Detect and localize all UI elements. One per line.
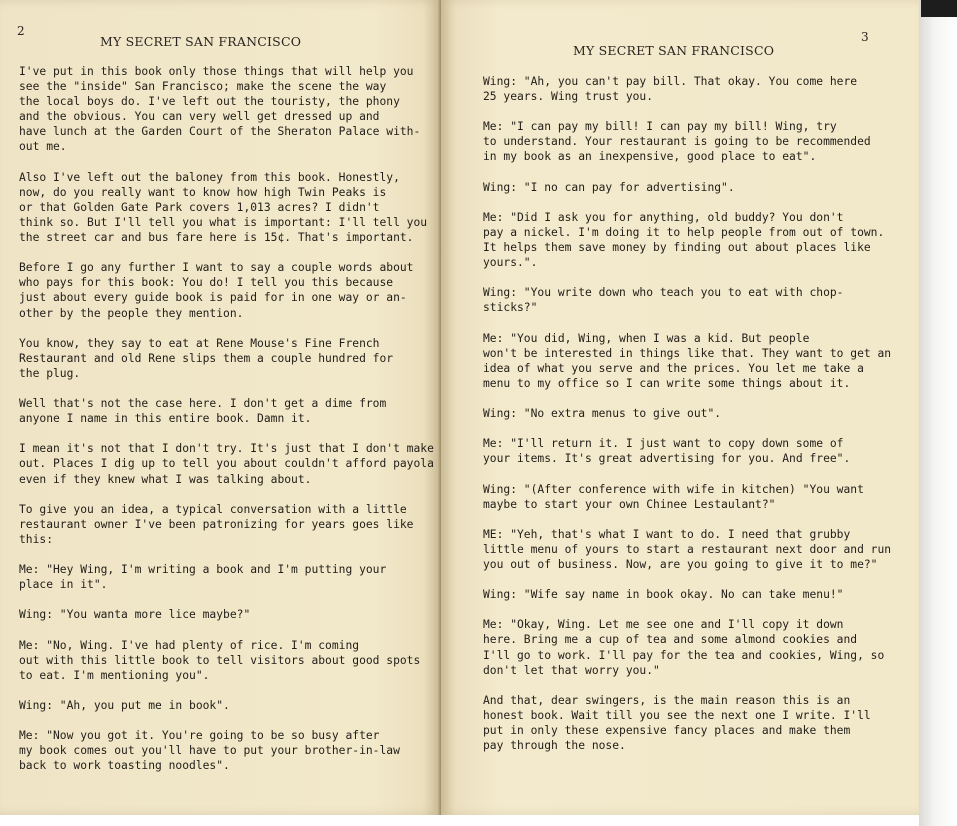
page-number: 3 (861, 30, 869, 44)
paragraph (19, 441, 434, 486)
text-line: to eat. I'm mentioning you". (19, 668, 210, 682)
text-line: To give you an idea, a typical conversation with a little (19, 502, 407, 516)
text-line: Me: "Hey Wing, I'm writing a book and I'm putting your (19, 563, 387, 577)
text-line: won't be interested in things like that. They want to get an (483, 346, 892, 360)
left-page (0, 0, 440, 815)
text-line: in my book as an inexpensive, good place to eat". (483, 150, 817, 164)
paragraph (19, 336, 394, 381)
text-line: put in only these expensive fancy places and make them (483, 724, 851, 738)
text-line: and the obvious. You can very well get dressed up and (19, 110, 380, 124)
text-line: And that, dear swingers, is the main reason this is an (483, 693, 851, 707)
paragraph (483, 210, 885, 270)
text-line: this: (19, 532, 54, 546)
text-line: restaurant owner I've been patronizing for years goes like (19, 517, 414, 531)
text-line: Wing: "(After conference with wife in kitchen) "You want (483, 482, 864, 496)
text-line: have lunch at the Garden Court of the Sheraton Palace with- (19, 125, 421, 139)
background-edge (919, 0, 957, 826)
paragraph (483, 482, 871, 512)
background-corner (921, 0, 957, 17)
text-line: out with this little book to tell visitors about good spots (19, 653, 421, 667)
text-line: You know, they say to eat at Rene Mouse's Fine French (19, 336, 380, 350)
text-line: yours.". (483, 256, 538, 270)
running-head: MY SECRET SAN FRANCISCO (100, 34, 302, 49)
paragraph (483, 406, 871, 421)
text-line: even if they knew what I was talking about. (19, 472, 312, 486)
page-body (19, 64, 434, 773)
paragraph (19, 170, 428, 245)
text-line: pay through the nose. (483, 739, 626, 753)
text-line: Wing: "Ah, you can't pay bill. That okay. You come here (483, 75, 858, 88)
text-line: Wing: "Ah, you put me in book". (19, 698, 230, 712)
text-line: your items. It's great advertising for you. And free". (483, 452, 851, 466)
text-line: see the "inside" San Francisco; make the scene the way (19, 80, 387, 94)
text-line: other by the people they mention. (19, 306, 244, 320)
text-line: Me: "I'll return it. I just want to copy down some of (483, 437, 844, 451)
right-page (441, 0, 919, 815)
paragraph (483, 74, 871, 104)
text-line: menu to my office so I can write some things about it. (483, 376, 851, 390)
paragraph (19, 638, 421, 683)
text-line: 25 years. Wing trust you. (483, 90, 654, 104)
text-line: my book comes out you'll have to put your brother-in-law (19, 744, 400, 758)
text-line: or that Golden Gate Park covers 1,013 acres? I didn't (19, 200, 380, 214)
paragraph (483, 119, 871, 164)
text-line: to understand. Your restaurant is going to be recommended (483, 135, 871, 149)
text-line: I mean it's not that I don't try. It's just that I don't make (19, 442, 434, 456)
text-line: Wing: "No extra menus to give out". (483, 407, 722, 421)
page-body (483, 74, 892, 753)
page-number: 2 (17, 24, 25, 38)
paragraph (19, 562, 391, 592)
text-line: I'll go to work. I'll pay for the tea and cookies, Wing, so (483, 648, 885, 662)
paragraph (19, 502, 414, 547)
text-line: here. Bring me a cup of tea and some almond cookies and (483, 633, 858, 647)
paragraph (483, 436, 871, 466)
text-line: pay a nickel. I'm doing it to help people from out of town. (483, 225, 885, 239)
paragraph (19, 728, 400, 773)
text-line: Me: "I can pay my bill! I can pay my bill! Wing, try (483, 120, 837, 134)
text-line: back to work toasting noodles". (19, 759, 230, 773)
paragraph (483, 331, 892, 391)
text-line: Also I've left out the baloney from this book. Honestly, (19, 170, 400, 184)
text-line: little menu of yours to start a restaurant next door and run (483, 542, 892, 556)
running-head: MY SECRET SAN FRANCISCO (573, 43, 775, 58)
text-line: out me. (19, 140, 67, 154)
text-line: sticks?" (483, 301, 538, 315)
paragraph (19, 260, 414, 320)
paragraph (483, 285, 871, 315)
text-line: the local boys do. I've left out the touristy, the phony (19, 95, 400, 109)
paragraph (483, 587, 871, 602)
paragraph (19, 396, 391, 426)
text-line: the plug. (19, 366, 81, 380)
text-line: you out of business. Now, are you going to give it to me?" (483, 558, 878, 571)
text-line: out. Places I dig up to tell you about couldn't afford payola (19, 457, 434, 471)
text-line: place in it". (19, 578, 108, 592)
text-line: Me: "Now you got it. You're going to be so busy after (19, 729, 380, 743)
text-line: Me: "Okay, Wing. Let me see one and I'll copy it down (483, 618, 844, 632)
paragraph (19, 698, 391, 713)
text-line: Me: "No, Wing. I've had plenty of rice. I'm coming (19, 638, 360, 652)
text-line: Wing: "You write down who teach you to eat with chop- (483, 286, 844, 300)
paragraph (483, 180, 871, 195)
text-line: Restaurant and old Rene slips them a couple hundred for (19, 351, 394, 365)
text-line: idea of what you serve and the prices. You let me take a (483, 361, 864, 375)
text-line: It helps them save money by finding out about places like (483, 241, 871, 255)
text-line: Wing: "You wanta more lice maybe?" (19, 608, 251, 622)
text-line: anyone I name in this entire book. Damn it. (19, 412, 312, 426)
text-line: maybe to start your own Chinee Lestaulant?" (483, 497, 776, 511)
text-line: who pays for this book: You do! I tell you this because (19, 276, 394, 290)
text-line: the street car and bus fare here is 15¢. That's important. (19, 231, 414, 245)
text-line: Wing: "I no can pay for advertising". (483, 180, 735, 194)
text-line: Wing: "Wife say name in book okay. No can take menu!" (483, 588, 844, 602)
text-line: now, do you really want to know how high Twin Peaks is (19, 185, 387, 199)
text-line: don't let that worry you." (483, 663, 660, 677)
text-line: think so. But I'll tell you what is important: I'll tell you (19, 215, 428, 229)
text-line: ME: "Yeh, that's what I want to do. I need that grubby (483, 527, 851, 541)
text-line: Me: "You did, Wing, when I was a kid. But people (483, 331, 810, 345)
text-line: Before I go any further I want to say a couple words about (19, 261, 414, 275)
text-line: I've put in this book only those things that will help you (19, 65, 414, 78)
text-line: Well that's not the case here. I don't get a dime from (19, 397, 387, 411)
paragraph (483, 693, 871, 753)
text-line: Me: "Did I ask you for anything, old buddy? You don't (483, 210, 844, 224)
paragraph (483, 617, 885, 677)
text-line: just about every guide book is paid for in one way or an- (19, 291, 407, 305)
paragraph (19, 607, 391, 622)
paragraph (19, 64, 421, 155)
paragraph (483, 527, 892, 572)
text-line: honest book. Wait till you see the next one I write. I'll (483, 708, 871, 722)
